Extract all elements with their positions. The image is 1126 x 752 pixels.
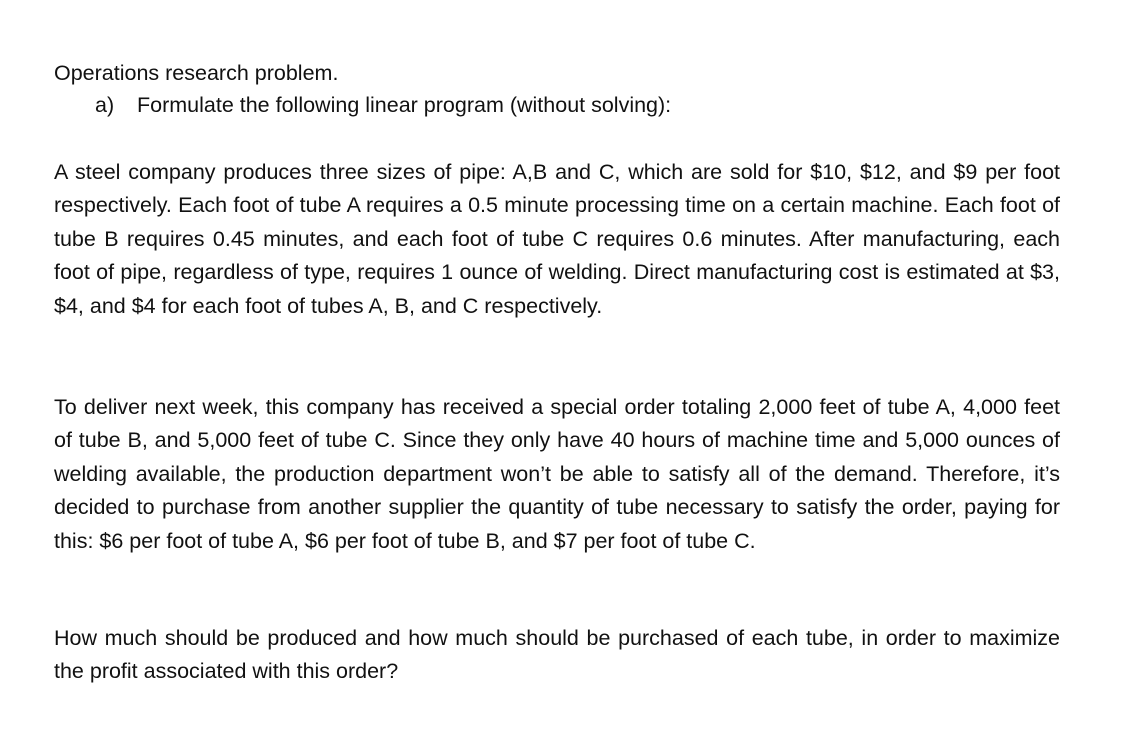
task-label: a) (95, 93, 115, 117)
problem-paragraph-order: To deliver next week, this company has received a special order totaling 2,000 feet of tube A, 4,000 feet of tube B, and 5,000 feet of tube C. Since they only have 40 hours of machine time and 5,000 ounces of welding available, the production department won’t be able to satisfy all of the demand. Therefore, it’s decided to purchase from another supplier the quantity of tube necessary to satisfy the order, paying for this: $6 per foot of tube A, $6 per foot of tube B, and $7 per foot of tube C. (54, 395, 1060, 553)
problem-paragraph-question: How much should be produced and how much should be purchased of each tube, in order to maximize the profit associated with this order? (54, 626, 1060, 684)
task-item-a (95, 90, 671, 120)
document-heading: Operations research problem. (54, 61, 339, 85)
task-text: Formulate the following linear program (without solving): (137, 93, 672, 117)
problem-paragraph-production: A steel company produces three sizes of pipe: A,B and C, which are sold for $10, $12, and $9 per foot respectively. Each foot of tube A requires a 0.5 minute processing time on a certain machine. Each foot of tube B requires 0.45 minutes, and each foot of tube C requires 0.6 minutes. After manufacturing, each foot of pipe, regardless of type, requires 1 ounce of welding. Direct manufacturing cost is estimated at $3, $4, and $4 for each foot of tubes A, B, and C respectively. (54, 160, 1060, 318)
